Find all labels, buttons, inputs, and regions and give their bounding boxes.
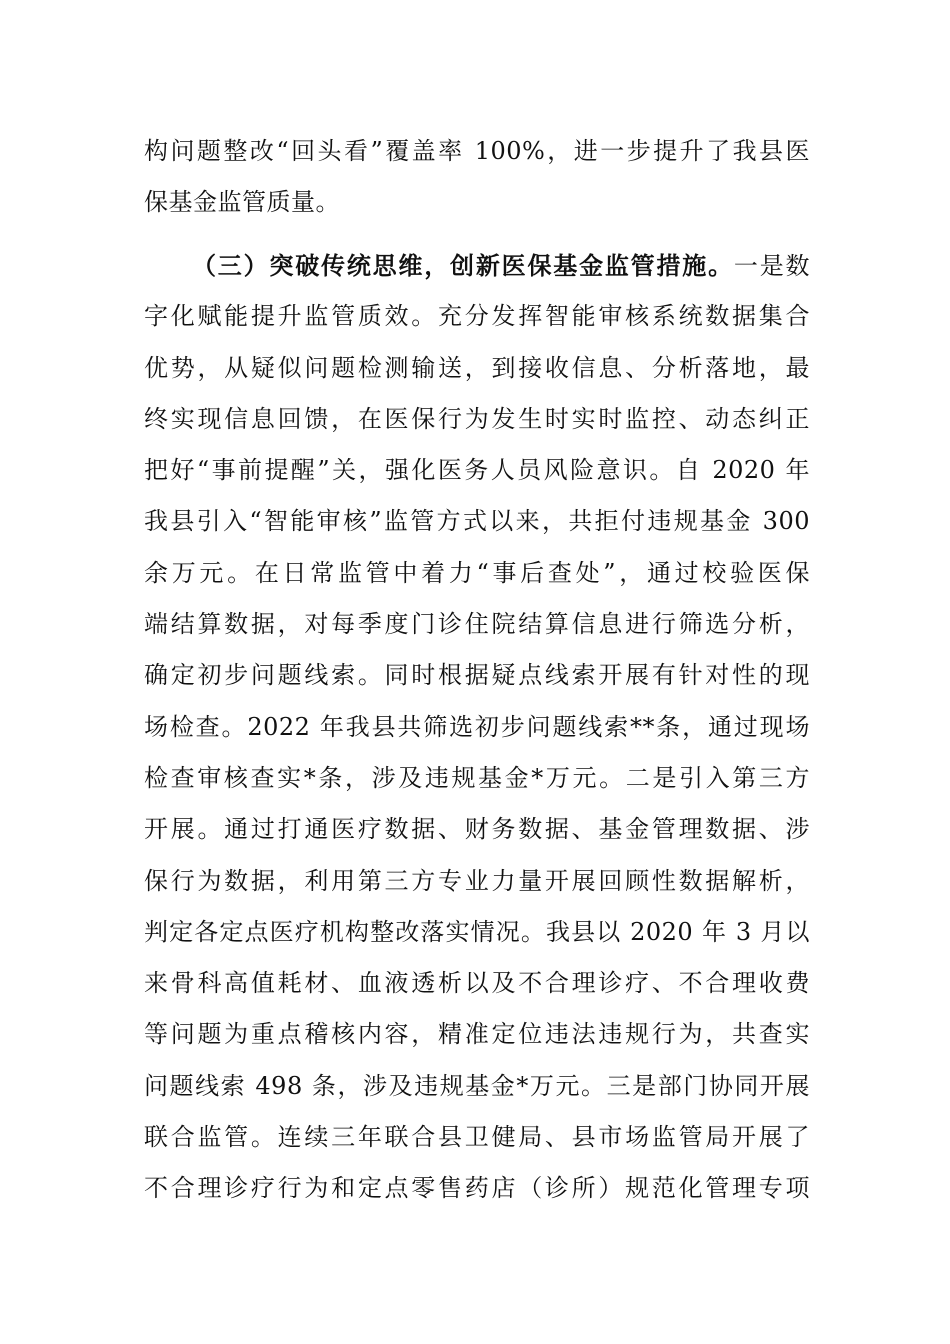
- paragraph-2-line: 优势，从疑似问题检测输送，到接收信息、分析落地，最: [144, 353, 810, 382]
- section-heading-continuation: 一是数: [733, 252, 810, 280]
- paragraph-2-line: 来骨科高值耗材、血液透析以及不合理诊疗、不合理收费: [144, 969, 810, 998]
- paragraph-1: [144, 126, 810, 229]
- paragraph-2-line: 把好“事前提醒”关，强化医务人员风险意识。自 2020 年: [144, 456, 810, 485]
- paragraph-2-line: 保行为数据，利用第三方专业力量开展回顾性数据解析，: [144, 866, 810, 895]
- paragraph-2-line: 问题线索 498 条，涉及违规基金*万元。三是部门协同开展: [144, 1071, 810, 1100]
- paragraph-2-line: 联合监管。连续三年联合县卫健局、县市场监管局开展了: [144, 1123, 810, 1152]
- paragraph-2-line: 场检查。2022 年我县共筛选初步问题线索**条，通过现场: [144, 712, 810, 741]
- paragraph-2-line: 不合理诊疗行为和定点零售药店（诊所）规范化管理专项: [144, 1174, 810, 1203]
- paragraph-2-line: 终实现信息回馈，在医保行为发生时实时监控、动态纠正: [144, 404, 810, 433]
- paragraph-2-line: 等问题为重点稽核内容，精准定位违法违规行为，共查实: [144, 1020, 810, 1049]
- paragraph-2-line: 我县引入“智能审核”监管方式以来，共拒付违规基金 300: [144, 507, 810, 536]
- paragraph-1-line: 保基金监管质量。: [144, 188, 340, 217]
- paragraph-2-first-line: [144, 240, 810, 291]
- paragraph-2-line: 字化赋能提升监管质效。充分发挥智能审核系统数据集合: [144, 302, 810, 331]
- paragraph-2-line: 余万元。在日常监管中着力“事后查处”，通过校验医保: [144, 558, 810, 587]
- paragraph-2-line: 确定初步问题线索。同时根据疑点线索开展有针对性的现: [144, 661, 810, 690]
- paragraph-2-line: 判定各定点医疗机构整改落实情况。我县以 2020 年 3 月以: [144, 917, 810, 946]
- paragraph-2: [144, 240, 810, 1215]
- paragraph-1-line: 构问题整改“回头看”覆盖率 100%，进一步提升了我县医: [144, 137, 810, 165]
- section-heading: （三）突破传统思维，创新医保基金监管措施。: [192, 251, 734, 280]
- paragraph-2-line: 端结算数据，对每季度门诊住院结算信息进行筛选分析，: [144, 610, 810, 639]
- paragraph-2-line: 检查审核查实*条，涉及违规基金*万元。二是引入第三方: [144, 763, 810, 792]
- paragraph-2-line: 开展。通过打通医疗数据、财务数据、基金管理数据、涉: [144, 815, 810, 844]
